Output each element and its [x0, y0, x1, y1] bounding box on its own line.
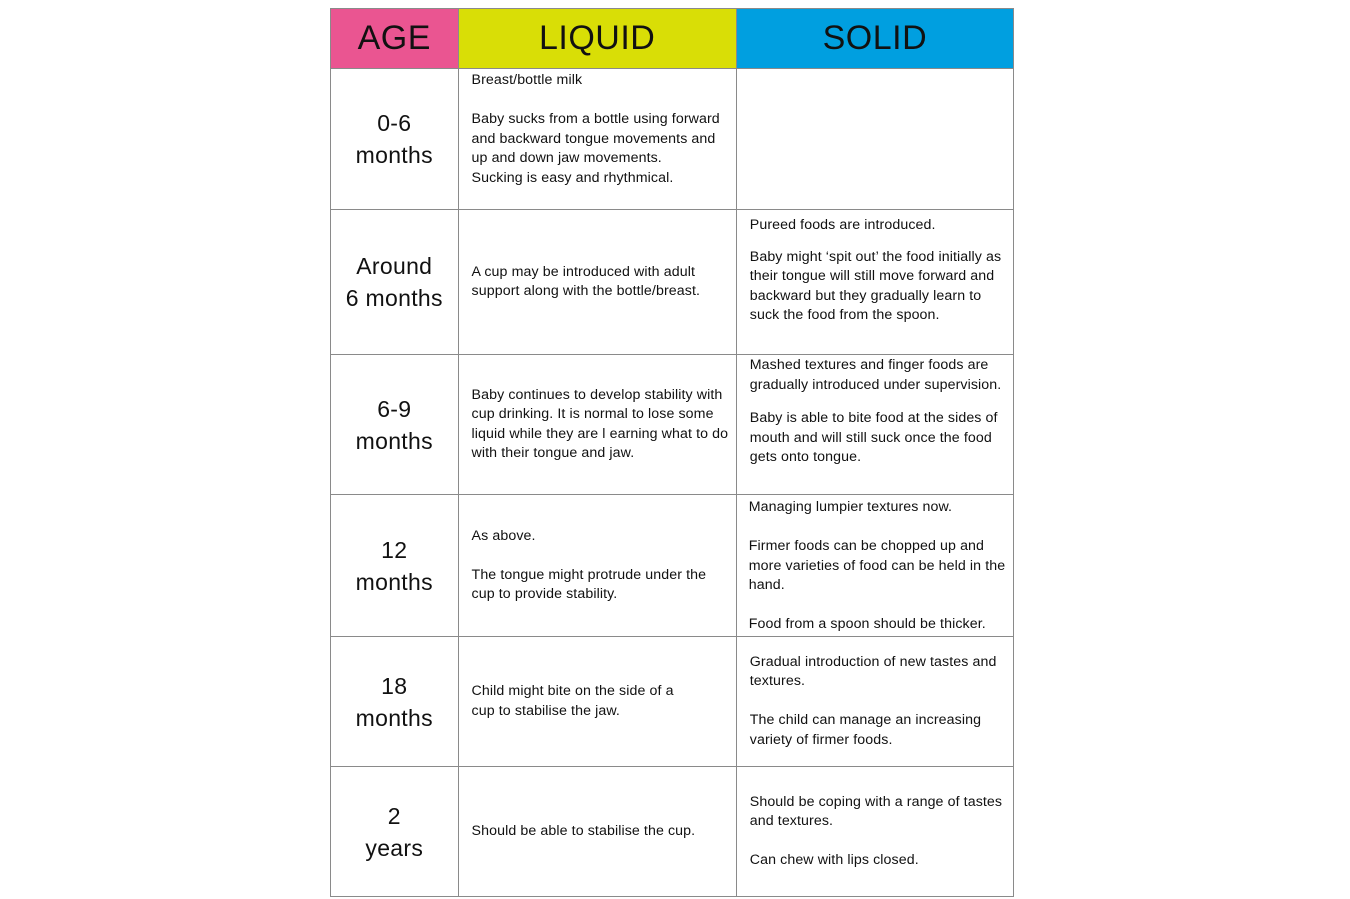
liquid-text: As above. [471, 527, 536, 544]
age-unit: months [355, 142, 433, 168]
solid-text: Managing lumpier textures now. [748, 499, 953, 515]
age-unit: months [355, 568, 433, 595]
liquid-text: A cup may be introduced with adult support along with the bottle/breast. [471, 263, 701, 299]
age-value: 2 [387, 802, 401, 829]
liquid-text: Sucking is easy and rhythmical. [471, 169, 674, 186]
age-value: 12 [381, 536, 408, 563]
solid-text: The child can manage an increasing variety of firmer foods. [749, 712, 982, 748]
age-cell [331, 767, 459, 897]
table-row [331, 495, 1014, 637]
solid-text: Food from a spoon should be thicker. [748, 616, 986, 632]
table-row [331, 355, 1014, 495]
liquid-cell [458, 69, 736, 210]
age-unit: years [365, 834, 424, 861]
age-cell [331, 637, 459, 767]
liquid-text: Baby continues to develop stability with cup drinking. It is normal to lose some liquid while they are l earning what to do with their tongue and jaw. [471, 386, 729, 461]
age-unit: months [355, 704, 433, 731]
age-unit: 6 months [345, 285, 443, 311]
age-cell [331, 210, 459, 355]
solid-text: Should be coping with a range of tastes and textures. [749, 793, 1003, 829]
solid-cell [736, 637, 1013, 767]
liquid-text: The tongue might protrude under the cup to provide stability. [471, 566, 707, 602]
table-row [331, 637, 1014, 767]
age-value: 6-9 [377, 395, 412, 422]
age-cell [331, 355, 459, 495]
solid-cell [736, 495, 1013, 637]
age-unit: months [355, 427, 433, 454]
header-row [331, 9, 1014, 69]
solid-text: Baby is able to bite food at the sides of mouth and will still suck once the food gets onto tongue. [749, 410, 998, 465]
age-value: Around [356, 253, 433, 279]
solid-cell [736, 69, 1013, 210]
solid-cell [736, 767, 1013, 897]
liquid-text: Baby sucks from a bottle using forward and backward tongue movements and up and down jaw movements. [471, 111, 720, 166]
liquid-text: Should be able to stabilise the cup. [471, 822, 696, 839]
age-value: 0-6 [377, 110, 412, 136]
liquid-cell [458, 495, 736, 637]
solid-cell [736, 355, 1013, 495]
feeding-development-table [330, 8, 1014, 897]
table-row [331, 767, 1014, 897]
solid-text: Can chew with lips closed. [749, 852, 919, 868]
solid-text: Baby might ‘spit out’ the food initially as their tongue will still move forward and backward but they gradually learn to suck the food from the spoon. [749, 248, 1002, 323]
liquid-cell [458, 637, 736, 767]
table-row [331, 210, 1014, 355]
liquid-cell [458, 355, 736, 495]
age-value: 18 [381, 672, 408, 699]
liquid-text: Child might bite on the side of a cup to stabilise the jaw. [471, 683, 674, 719]
solid-text: Pureed foods are introduced. [749, 217, 936, 233]
header-solid: SOLID [736, 9, 1013, 69]
liquid-cell [458, 767, 736, 897]
solid-text: Firmer foods can be chopped up and more varieties of food can be held in the hand. [748, 538, 1006, 593]
solid-text: Mashed textures and finger foods are gradually introduced under supervision. [749, 357, 1002, 393]
liquid-cell [458, 210, 736, 355]
header-age: AGE [331, 9, 459, 69]
table-row [331, 69, 1014, 210]
age-cell [331, 495, 459, 637]
liquid-text: Breast/bottle milk [471, 72, 583, 88]
solid-text: Gradual introduction of new tastes and textures. [749, 653, 997, 690]
solid-cell [736, 210, 1013, 355]
age-cell [331, 69, 459, 210]
header-liquid: LIQUID [458, 9, 736, 69]
